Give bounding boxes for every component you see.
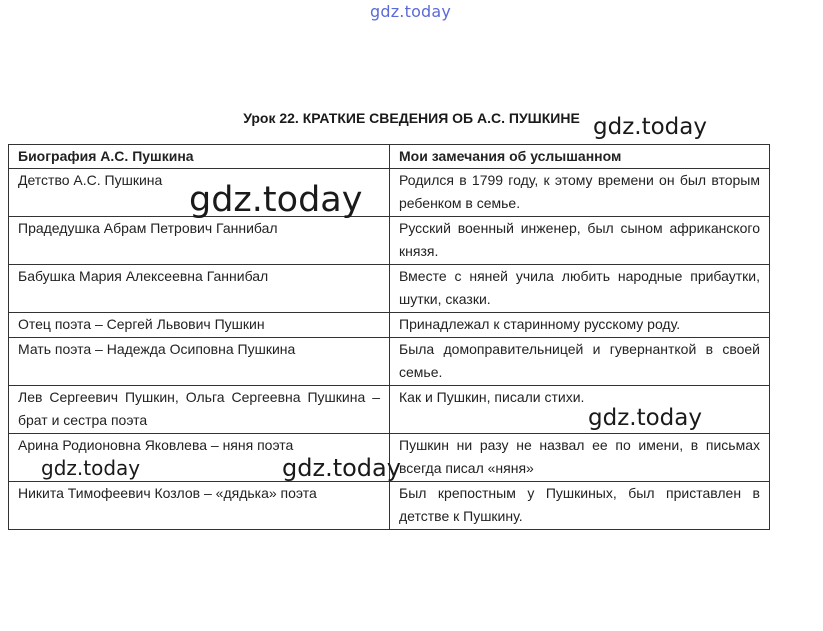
row-notes-cell: Пушкин ни разу не назвал ее по имени, в письмах всегда писал «няня» <box>390 434 770 482</box>
watermark: gdz.today <box>588 405 702 431</box>
header-biography: Биография А.С. Пушкина <box>9 145 390 169</box>
table-row <box>9 217 770 265</box>
table-header-row <box>9 145 770 169</box>
table-row <box>9 482 770 530</box>
table-row <box>9 338 770 386</box>
watermark-top: gdz.today <box>370 2 452 21</box>
row-biography-cell: Арина Родионовна Яковлева – няня поэта <box>9 434 390 482</box>
watermark: gdz.today <box>282 454 401 482</box>
watermark: gdz.today <box>41 456 141 480</box>
table-row <box>9 313 770 338</box>
watermark: gdz.today <box>189 180 363 220</box>
row-notes-cell: Была домоправительницей и гувернанткой в своей семье. <box>390 338 770 386</box>
watermark: gdz.today <box>593 114 707 140</box>
row-notes-cell: Родился в 1799 году, к этому времени он был вторым ребенком в семье. <box>390 169 770 217</box>
row-biography-cell: Бабушка Мария Алексеевна Ганнибал <box>9 265 390 313</box>
row-notes-cell: Был крепостным у Пушкиных, был приставлен в детстве к Пушкину. <box>390 482 770 530</box>
row-biography-cell: Отец поэта – Сергей Львович Пушкин <box>9 313 390 338</box>
row-notes-cell: Русский военный инженер, был сыном африканского князя. <box>390 217 770 265</box>
row-notes-cell: Принадлежал к старинному русскому роду. <box>390 313 770 338</box>
row-biography-cell: Мать поэта – Надежда Осиповна Пушкина <box>9 338 390 386</box>
row-notes-cell: Вместе с няней учила любить народные прибаутки, шутки, сказки. <box>390 265 770 313</box>
header-notes: Мои замечания об услышанном <box>390 145 770 169</box>
table-row <box>9 169 770 217</box>
row-notes-cell: Как и Пушкин, писали стихи. <box>390 386 770 434</box>
page-title: Урок 22. КРАТКИЕ СВЕДЕНИЯ ОБ А.С. ПУШКИНЕ <box>243 110 580 126</box>
row-biography-cell: Детство А.С. Пушкина <box>9 169 390 217</box>
row-biography-cell: Лев Сергеевич Пушкин, Ольга Сергеевна Пушкина – брат и сестра поэта <box>9 386 390 434</box>
row-biography-cell: Прадедушка Абрам Петрович Ганнибал <box>9 217 390 265</box>
row-biography-cell: Никита Тимофеевич Козлов – «дядька» поэта <box>9 482 390 530</box>
table-row <box>9 265 770 313</box>
